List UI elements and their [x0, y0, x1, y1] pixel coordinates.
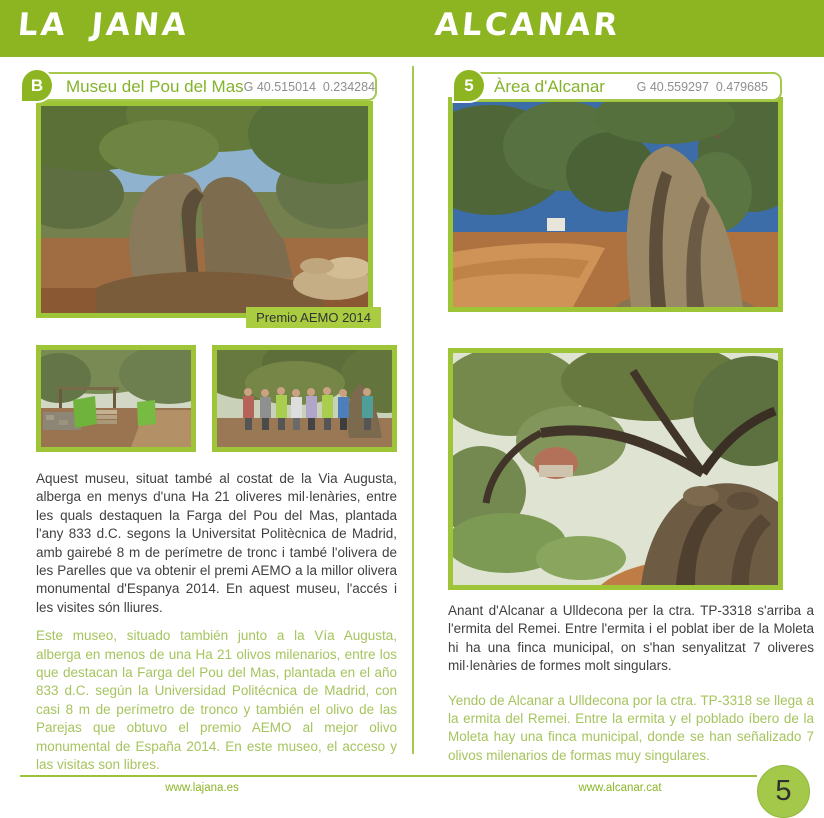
award-badge: Premio AEMO 2014 [246, 307, 381, 328]
gps-coordinates: G 40.559297 0.479685 [636, 79, 768, 94]
section-marker: 5 [464, 75, 474, 95]
page-number-badge [757, 765, 810, 818]
olive-by-track-illustration [453, 102, 778, 307]
column-divider [412, 66, 414, 754]
paragraph-catalan: Aquest museu, situat també al costat de la Via Augusta, alberga en menys d'una Ha 21 oliveres mil·lenàries, entre les quals destaquen la Farga del Pou del Mas, plantada l'any 833 d.C. segons la Universitat Politècnica de Madrid, amb gairebé 8 m de perímetre de tronc i també l'olivera de les Parelles que va obtenir el premi AEMO a la millor olivera monumental d'Espanya 2014. En aquest museu, l'accés i les visites són lliures. [36, 471, 397, 615]
photo-alcanar-olive-road [448, 97, 783, 312]
photo-alcanar-olive-remei [448, 348, 783, 590]
town-title-alcanar: ALCANAR [433, 7, 622, 43]
section-pill [30, 72, 377, 101]
page-number: 5 [775, 775, 792, 807]
photo-farga-pou-del-mas [36, 101, 373, 325]
photo-museum-entrance [36, 345, 196, 452]
map-pin-icon [454, 70, 484, 101]
header-banner [0, 0, 824, 57]
town-title-la-jana: LA JANA [16, 7, 191, 43]
museum-grounds-illustration [41, 350, 191, 447]
section-title: Museu del Pou del Mas [66, 76, 244, 96]
section-header-museu [30, 66, 397, 101]
paragraph-spanish: Yendo de Alcanar a Ulldecona por la ctra. TP-3318 se llega a la ermita del Remei. Entre la ermita y el poblado íbero de la Moleta hay una finca municipal, donde se han señalizado 7 olivos milenarios de formas muy singulares. [448, 692, 814, 763]
footer-url-lajana[interactable]: www.lajana.es [165, 782, 239, 794]
section-header-area-alcanar [448, 66, 814, 97]
column-la-jana [30, 66, 397, 775]
footer-url-alcanar[interactable]: www.alcanar.cat [578, 782, 662, 794]
gps-coordinates: G 40.515014 0.234284 [243, 79, 376, 94]
small-photos-row [36, 345, 397, 452]
paragraph-spanish: Este museo, situado también junto a la Vía Augusta, alberga en menos de una Ha 21 olivos milenarios, entre los que destacan la Farga del Pou del Mas, plantada en el año 833 d.C. según la Universidad Politécnica de Madrid, con casi 8 m de perímetro de tronco y también el olivo de las Parejas que obtuvo el premio AEMO al mejor olivo monumental de España 2014. En este museo, el acceso y las visitas son libres. [36, 628, 397, 773]
paragraph-catalan: Anant d'Alcanar a Ulldecona per la ctra. TP-3318 s'arriba a l'ermita del Remei. Entre l'ermita i el poblat iber de la Moleta hi ha una finca municipal, on s'han senyalitzat 7 oliveres mil·lenàries de formes molt singulars. [448, 603, 814, 674]
olive-tree-illustration [41, 106, 368, 313]
column-alcanar [448, 66, 814, 765]
visitors-illustration [217, 350, 392, 447]
section-marker: B [30, 75, 44, 95]
footer-divider-line [20, 775, 757, 777]
map-pin-icon [22, 70, 52, 101]
photo-visitors-group [212, 345, 397, 452]
section-pill [458, 72, 782, 101]
section-title: Àrea d'Alcanar [494, 76, 605, 96]
olive-trunk-illustration [453, 353, 778, 585]
